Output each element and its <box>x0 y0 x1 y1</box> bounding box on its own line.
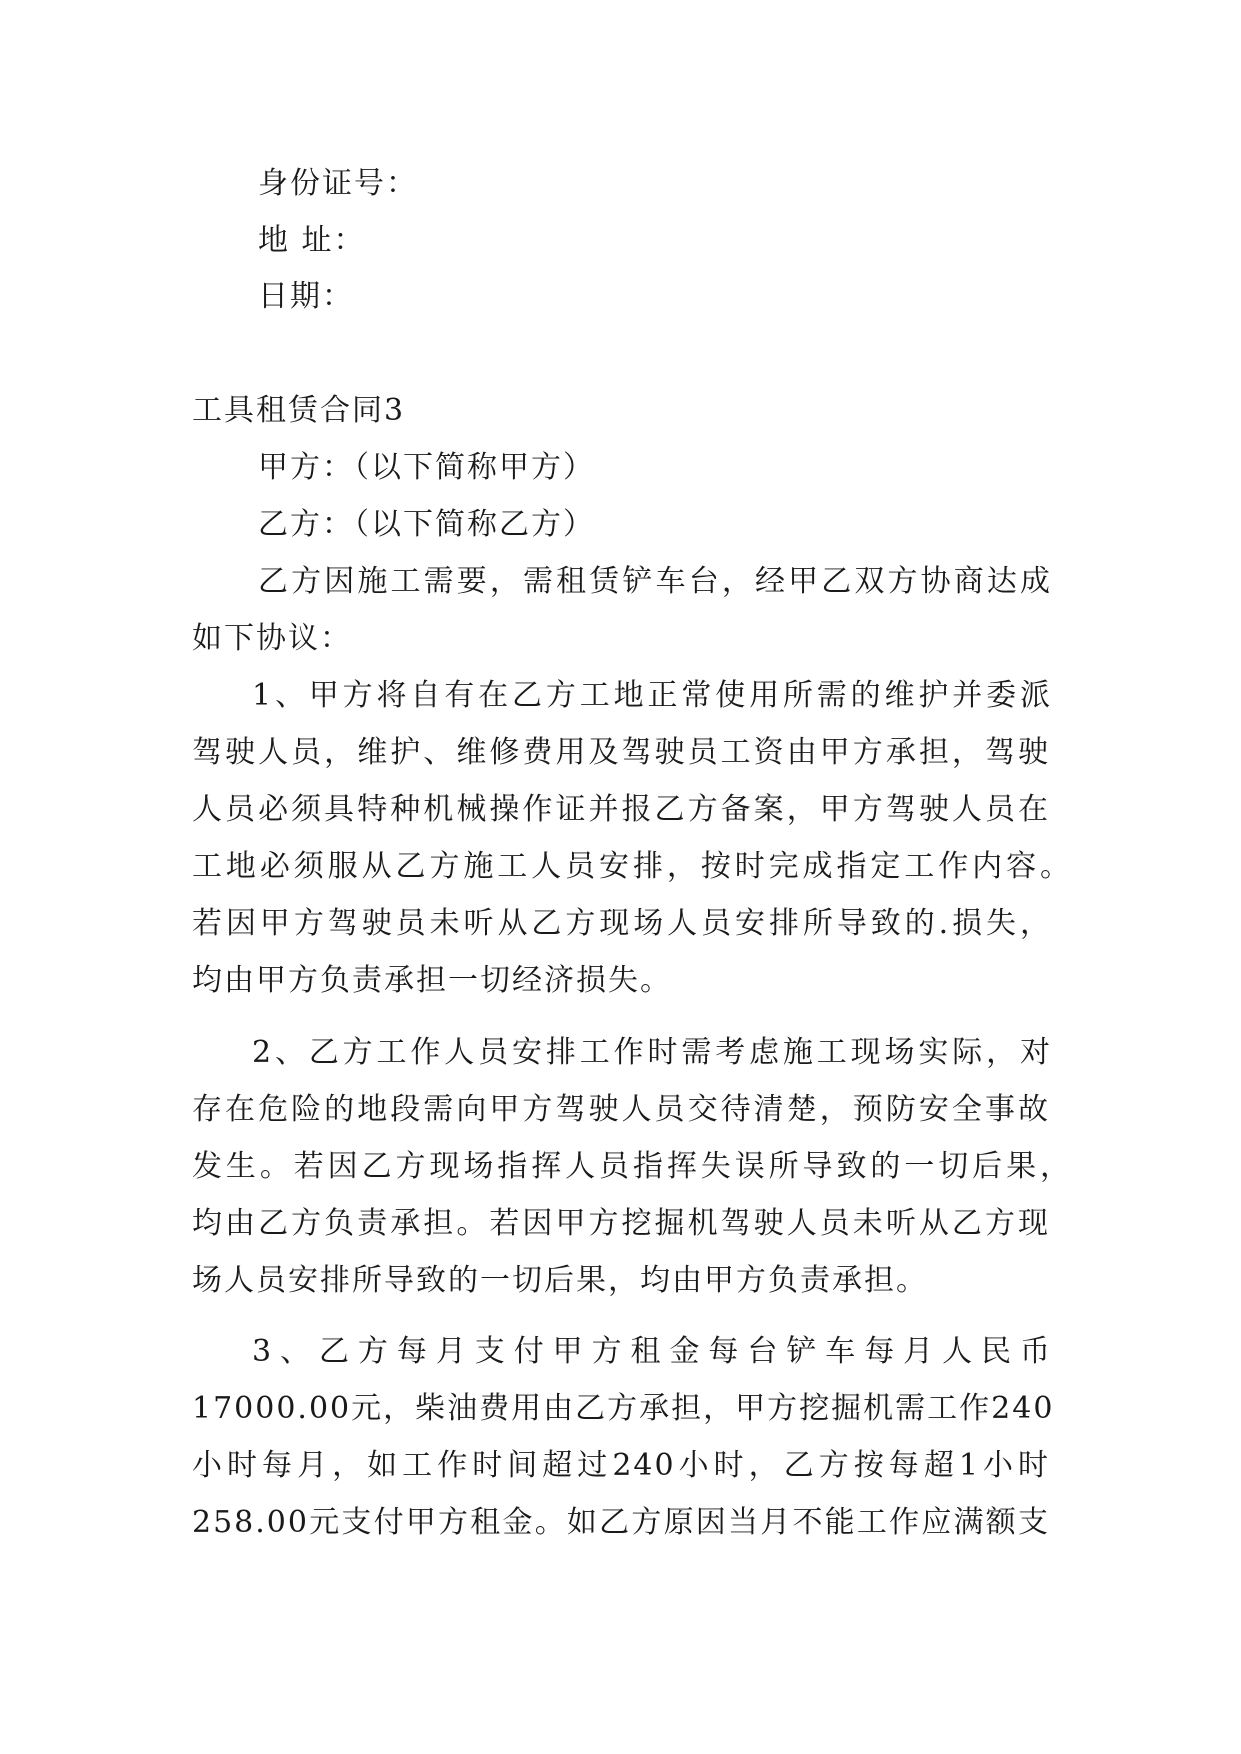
clause-1-line-4: 工地必须服从乙方施工人员安排，按时完成指定工作内容。 <box>192 849 1072 884</box>
party-a: 甲方：（以下简称甲方） <box>258 450 595 485</box>
intro-line-1: 乙方因施工需要，需租赁铲车台，经甲乙双方协商达成 <box>258 564 1052 599</box>
contract-title: 工具租赁合同3 <box>192 393 406 428</box>
clause-1-line-5: 若因甲方驾驶员未听从乙方现场人员安排所导致的.损失， <box>192 906 1052 941</box>
clause-2-line-1: 2、乙方工作人员安排工作时需考虑施工现场实际，对 <box>252 1035 1052 1070</box>
clause-1-line-3: 人员必须具特种机械操作证并报乙方备案，甲方驾驶人员在 <box>192 792 1050 827</box>
party-b: 乙方：（以下简称乙方） <box>258 507 595 542</box>
clause-1-line-1: 1、甲方将自有在乙方工地正常使用所需的维护并委派 <box>252 678 1052 713</box>
clause-3-line-1: 3、乙方每月支付甲方租金每台铲车每月人民币 <box>252 1334 1052 1369</box>
clause-1-line-6: 均由甲方负责承担一切经济损失。 <box>192 963 672 998</box>
clause-2-line-3: 发生。若因乙方现场指挥人员指挥失误所导致的一切后果， <box>192 1149 1072 1184</box>
clause-3-line-4: 258.00元支付甲方租金。如乙方原因当月不能工作应满额支 <box>192 1505 1050 1540</box>
address-label: 地 址： <box>258 223 366 258</box>
clause-1-line-2: 驾驶人员，维护、维修费用及驾驶员工资由甲方承担，驾驶 <box>192 735 1050 770</box>
id-number-label: 身份证号： <box>258 166 418 201</box>
date-label: 日期： <box>258 279 354 314</box>
clause-2-line-2: 存在危险的地段需向甲方驾驶人员交待清楚，预防安全事故 <box>192 1092 1050 1127</box>
clause-2-line-4: 均由乙方负责承担。若因甲方挖掘机驾驶人员未听从乙方现 <box>192 1206 1050 1241</box>
intro-line-2: 如下协议： <box>192 621 352 656</box>
clause-2-line-5: 场人员安排所导致的一切后果，均由甲方负责承担。 <box>192 1263 928 1298</box>
clause-3-line-2: 17000.00元，柴油费用由乙方承担，甲方挖掘机需工作240 <box>192 1391 1055 1426</box>
clause-3-line-3: 小时每月，如工作时间超过240小时，乙方按每超1小时 <box>192 1448 1050 1483</box>
